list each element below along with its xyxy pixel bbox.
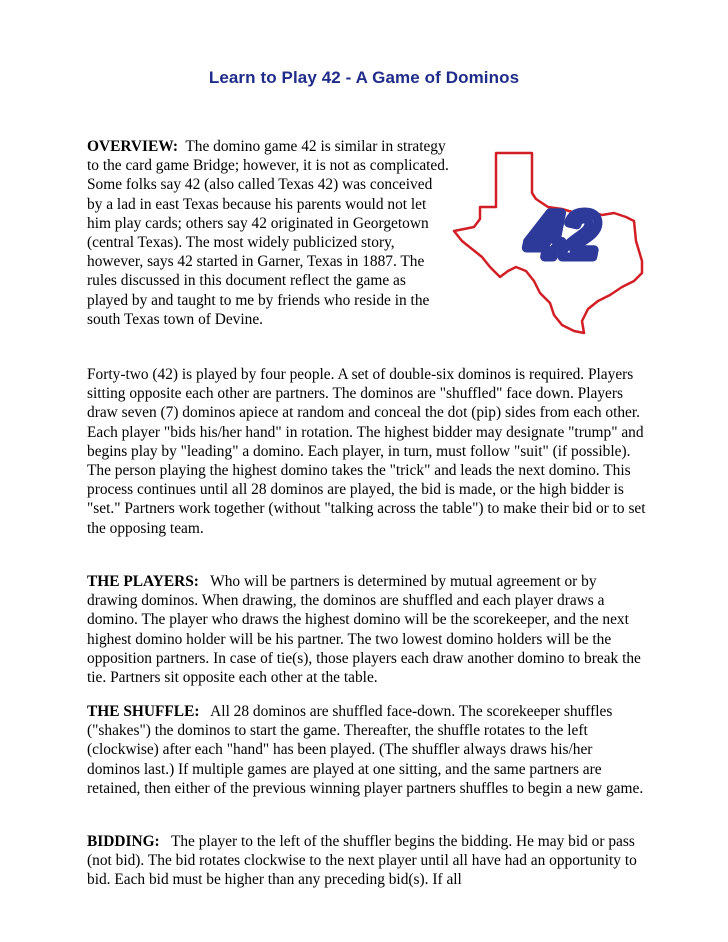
texas-42-logo <box>450 149 648 335</box>
players-paragraph <box>87 572 647 687</box>
shuffle-text: All 28 dominos are shuffled face-down. The scorekeeper shuffles ("shakes") the dominos to start the game. Thereafter, the shuffle rotates to the left (clockwise) after each "hand" has been played. (The shuffler always draws his/her dominos last.) If multiple games are played at one sitting, and the same partners are retained, then either of the previous winning player partners shuffles to begin a new game. <box>87 703 644 797</box>
players-text: Who will be partners is determined by mutual agreement or by drawing dominos. When drawing, the dominos are shuffled and each player draws a domino. The player who draws the highest domino will be the scorekeeper, and the next highest domino holder will be his partner. The two lowest domino holders will be the opposition partners. In case of tie(s), those players each draw another domino to break the tie. Partners sit opposite each other at the table. <box>87 573 641 687</box>
logo-number: 42 <box>527 199 599 271</box>
bidding-paragraph <box>87 832 647 890</box>
bidding-heading: BIDDING: <box>87 833 160 850</box>
intro-paragraph: Forty-two (42) is played by four people. A set of double-six dominos is required. Players sitting opposite each other are partners. The dominos are "shuffled" face down. Players draw seven (7) dominos apiece at random and conceal the dot (pip) sides from each other. Each player "bids his/her hand" in rotation. The highest bidder may designate "trump" and begins play by "leading" a domino. Each player, in turn, must follow "suit" (if possible). The person playing the highest domino takes the "trick" and leads the next domino. This process continues until all 28 dominos are played, the bid is made, or the high bidder is "set." Partners work together (without "talking across the table") to make their bid or to set the opposing team. <box>87 366 646 537</box>
page-title: Learn to Play 42 - A Game of Dominos <box>208 68 520 87</box>
overview-heading: OVERVIEW: <box>87 138 178 155</box>
players-heading: THE PLAYERS: <box>87 573 199 590</box>
shuffle-heading: THE SHUFFLE: <box>87 703 200 720</box>
bidding-text: The player to the left of the shuffler begins the bidding. He may bid or pass (not bid). The bid rotates clockwise to the next player until all have had an opportunity to bid. Each bid must be higher than any preceding bid(s). If all <box>87 833 637 889</box>
overview-paragraph <box>87 137 449 329</box>
overview-text: The domino game 42 is similar in strategy to the card game Bridge; however, it is not as complicated. Some folks say 42 (also called Texas 42) was conceived by a lad in east Texas because his parents would not let him play cards; others say 42 originated in Georgetown (central Texas). The most widely publicized story, however, says 42 started in Garner, Texas in 1887. The rules discussed in this document reflect the game as played by and taught to me by friends who reside in the south Texas town of Devine. <box>87 138 449 328</box>
shuffle-paragraph <box>87 702 647 798</box>
